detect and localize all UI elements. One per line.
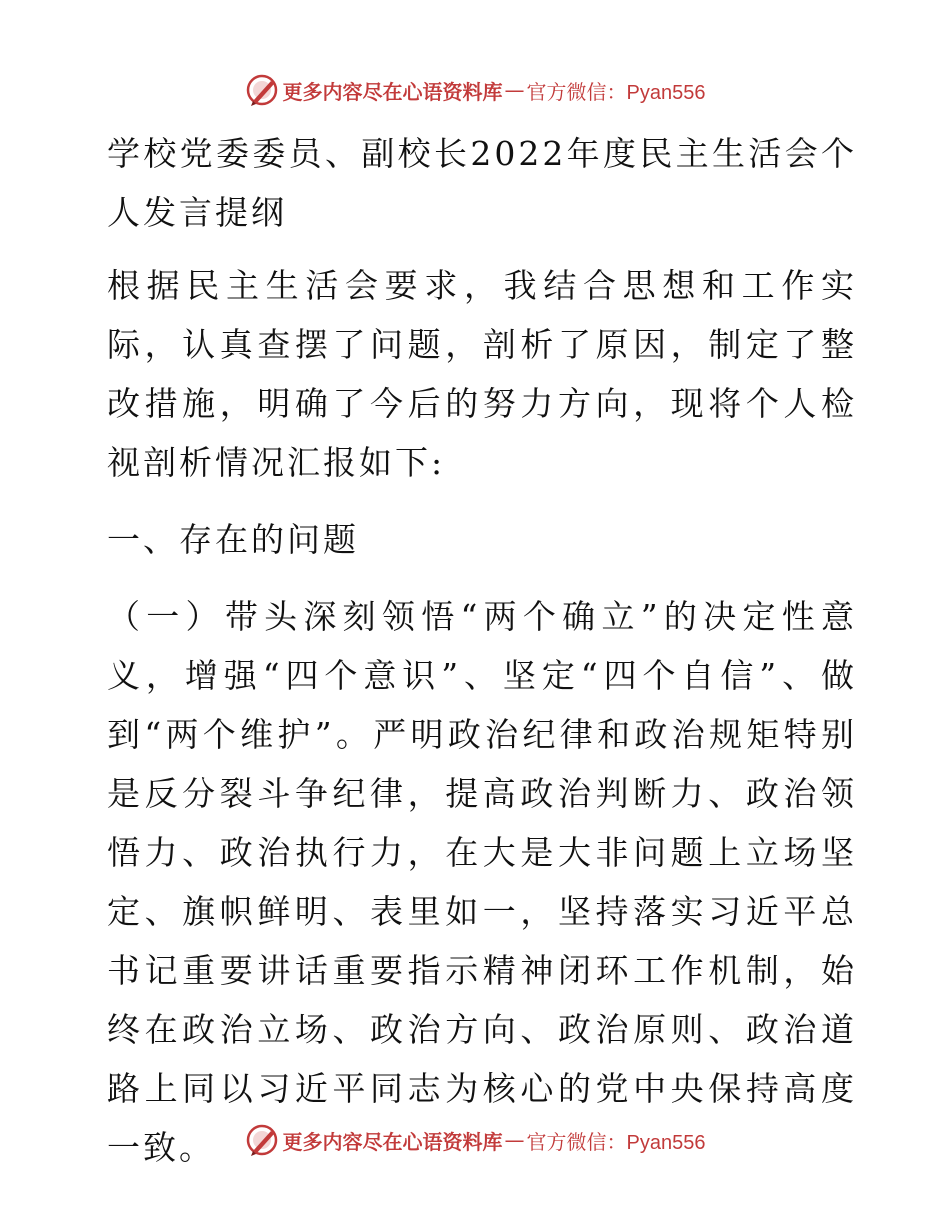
banner-sub-text (527, 1126, 706, 1155)
footer-banner (0, 1120, 950, 1160)
document-title: 学校党委委员、副校长2022年度民主生活会个人发言提纲 (107, 134, 857, 232)
banner-wechat-id: Pyan556 (626, 1131, 706, 1154)
banner-main-text: 更多内容尽在心语资料库 (282, 79, 503, 104)
banner-main-text: 更多内容尽在心语资料库 (282, 1129, 503, 1154)
banner-wechat-label: 官方微信： (526, 79, 627, 104)
banner-dash: — (504, 1128, 525, 1152)
document-body (97, 124, 857, 1177)
banner-sub-text (527, 76, 706, 105)
pen-logo-icon (245, 73, 279, 107)
banner-wechat-id: Pyan556 (626, 81, 706, 104)
banner-wechat-label: 官方微信： (526, 1129, 627, 1154)
banner-dash: — (504, 78, 525, 102)
pen-logo-icon (245, 1123, 279, 1157)
header-banner (0, 70, 950, 110)
intro-paragraph: 根据民主生活会要求，我结合思想和工作实际，认真查摆了问题，剖析了原因，制定了整改措施，明确了今后的努力方向，现将个人检视剖析情况汇报如下: (107, 266, 857, 482)
section-heading: 一、存在的问题 (107, 520, 359, 559)
subsection-paragraph: （一）带头深刻领悟“两个确立”的决定性意义，增强“四个意识”、坚定“四个自信”、做到“两个维护”。严明政治纪律和政治规矩特别是反分裂斗争纪律，提高政治判断力、政治领悟力、政治执行力，在大是大非问题上立场坚定、旗帜鲜明、表里如一，坚持落实习近平总书记重要讲话重要指示精神闭环工作机制，始终在政治立场、政治方向、政治原则、政治道路上同以习近平同志为核心的党中央保持高度一致。 (107, 597, 857, 1167)
